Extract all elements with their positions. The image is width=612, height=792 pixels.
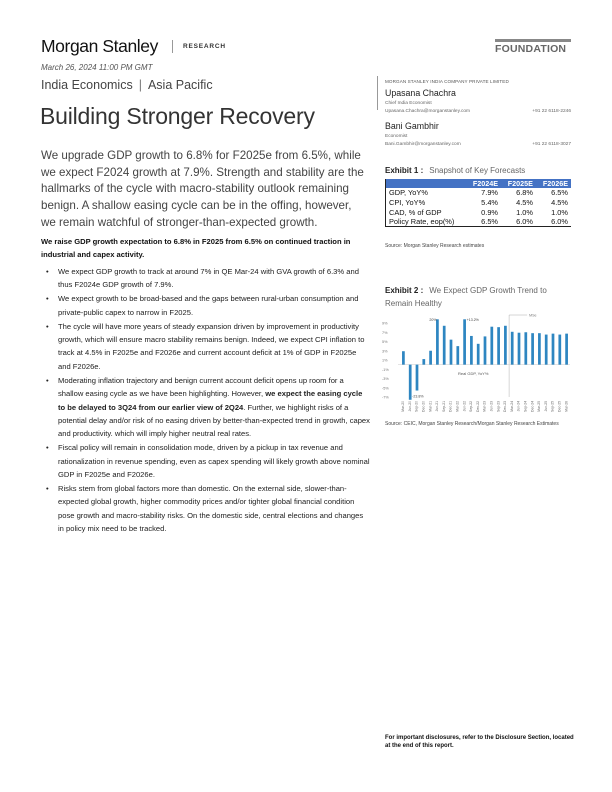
table-cell: 6.5% bbox=[466, 217, 501, 227]
exhibit1-heading bbox=[385, 166, 525, 175]
x-tick-label: Dec-21 bbox=[448, 401, 453, 412]
data-label: 20% bbox=[429, 318, 437, 322]
exhibit-title: We Expect GDP Growth Trend to Remain Healthy bbox=[385, 286, 547, 308]
column-header: F2025E bbox=[501, 179, 536, 188]
x-tick-label: Sep-25 bbox=[550, 401, 555, 412]
author-block bbox=[385, 121, 571, 147]
bar bbox=[545, 335, 548, 365]
table-cell: 4.5% bbox=[551, 198, 568, 208]
x-tick-label: Mar-25 bbox=[537, 401, 542, 412]
table-row bbox=[386, 198, 572, 208]
x-tick-label: Dec-24 bbox=[530, 401, 535, 412]
x-tick-label: Sep-23 bbox=[496, 401, 501, 412]
data-label: -23.8% bbox=[412, 394, 424, 399]
x-tick-label: Sep-24 bbox=[523, 401, 528, 412]
x-tick-label: Mar-24 bbox=[509, 401, 514, 412]
bar bbox=[429, 351, 432, 365]
bullet-text: Moderating inflation trajectory and benign current account deficit opens up room for a shallow easing cycle as we have been highlighting. However, bbox=[58, 375, 344, 399]
table-row bbox=[386, 217, 572, 227]
foundation-label: FOUNDATION bbox=[495, 43, 567, 55]
bullet-text: . Further, we highlight risks of a potential delay and/or risk of no easing driven by better-than-expected trend in growth, capex and productivity. which will imply higher neutral real rates. bbox=[58, 402, 370, 439]
author-name: Bani Gambhir bbox=[385, 121, 439, 131]
bar bbox=[477, 344, 480, 365]
bar bbox=[402, 351, 405, 364]
disclosure-note: For important disclosures, refer to the Disclosure Section, located at the end of this report. bbox=[385, 735, 574, 749]
column-header: F2026E bbox=[536, 179, 571, 188]
table-cell: CPI, YoY% bbox=[389, 198, 426, 208]
foundation-bar bbox=[495, 39, 571, 42]
y-tick-label: 7% bbox=[382, 330, 388, 335]
table-cell: 6.8% bbox=[516, 188, 533, 198]
exhibit2-source: Source: CEIC, Morgan Stanley Research/Morgan Stanley Research Estimates bbox=[385, 421, 559, 427]
bar bbox=[436, 319, 439, 364]
table-cell: 6.0% bbox=[536, 217, 571, 227]
x-tick-label: Mar-26 bbox=[564, 401, 569, 412]
company-name: MORGAN STANLEY INDIA COMPANY PRIVATE LIMITED bbox=[385, 79, 509, 84]
y-tick-label: -3% bbox=[382, 377, 389, 381]
author-email[interactable]: Bani.Gambhir@morganstanley.com bbox=[385, 142, 461, 147]
bar bbox=[565, 334, 568, 365]
exhibit-label: Exhibit 1 : bbox=[385, 166, 424, 175]
y-tick-label: 9% bbox=[382, 321, 388, 326]
bar bbox=[518, 333, 521, 365]
x-tick-label: Dec-22 bbox=[475, 401, 480, 412]
author-phone: +91 22 6118-2246 bbox=[532, 109, 571, 114]
table-cell: CAD, % of GDP bbox=[389, 207, 442, 217]
x-tick-label: Sep-22 bbox=[469, 401, 474, 412]
author-phone: +91 22 6118-3027 bbox=[532, 142, 571, 147]
table-cell: 6.0% bbox=[501, 217, 536, 227]
section-name: India Economics bbox=[41, 78, 133, 92]
exhibit1-source: Source: Morgan Stanley Research estimates bbox=[385, 243, 485, 249]
section-header bbox=[41, 78, 213, 92]
table-header-row bbox=[386, 179, 572, 188]
x-tick-label: Sep-20 bbox=[414, 401, 419, 412]
x-tick-label: Mar-22 bbox=[455, 401, 460, 412]
bar bbox=[524, 332, 527, 364]
x-tick-label: Jun-21 bbox=[435, 401, 440, 412]
bar bbox=[497, 327, 500, 364]
y-tick-label: 5% bbox=[382, 340, 388, 344]
y-tick-label: 3% bbox=[382, 349, 388, 354]
forecast-table bbox=[385, 179, 571, 227]
bar bbox=[470, 336, 473, 365]
bullet-item: • We expect growth to be broad-based and the gaps between rural-urban consumption and private-public capex to narrow in F2025. bbox=[41, 292, 371, 319]
x-tick-label: Jun-22 bbox=[462, 401, 467, 412]
bar bbox=[443, 326, 446, 365]
publish-date: March 26, 2024 11:00 PM GMT bbox=[41, 63, 153, 72]
table-cell: 7.9% bbox=[481, 188, 499, 198]
exhibit-label: Exhibit 2 : bbox=[385, 286, 424, 295]
table-row bbox=[386, 188, 572, 198]
bar bbox=[416, 365, 419, 391]
column-header: F2024E bbox=[466, 179, 501, 188]
table-cell: 1.0% bbox=[516, 207, 533, 217]
logo-divider bbox=[172, 40, 173, 53]
bullet-list bbox=[41, 265, 371, 536]
x-tick-label: Dec-20 bbox=[421, 401, 426, 412]
summary-paragraph: We raise GDP growth expectation to 6.8% in F2025 from 6.5% on continued traction in industrial and capex activity. bbox=[41, 237, 351, 259]
x-tick-label: Mar-20 bbox=[401, 401, 406, 412]
bar bbox=[538, 333, 541, 364]
author-role: Economist bbox=[385, 134, 408, 139]
bar bbox=[511, 332, 514, 365]
bullet-item: • Risks stem from global factors more than domestic. On the external side, slower-than-expected global growth, higher commodity prices and/or tighter global financial condition pose growth and macro-stability risks. On the domestic side, central elections and changes in policy mix need to be tracked. bbox=[41, 482, 371, 536]
x-tick-label: Jun-25 bbox=[543, 401, 548, 412]
y-tick-label: -7% bbox=[382, 395, 389, 400]
y-tick-label: -1% bbox=[382, 367, 389, 372]
author-email[interactable]: Upasana.Chachra@morganstanley.com bbox=[385, 109, 471, 114]
bar bbox=[456, 346, 459, 365]
lead-paragraph: We upgrade GDP growth to 6.8% for F2025e from 6.5%, while we expect F2024 growth at 7.9%. Strength and stability are the hallmarks of the cycle with macro-stability outlook remaining benign. A shallow easing cycle can be in the offing, however, we remain watchful of stronger-than-expected growth. bbox=[41, 149, 364, 229]
y-tick-label: 1% bbox=[382, 358, 388, 363]
bar bbox=[450, 340, 453, 365]
bullet-bold-text: we expect the easing cycle to be delayed to 3Q24 from our earlier view of 2Q24 bbox=[58, 389, 363, 412]
section-separator: | bbox=[138, 78, 142, 92]
x-tick-label: Jun-24 bbox=[516, 401, 521, 412]
research-label: RESEARCH bbox=[183, 43, 226, 50]
x-tick-label: Mar-23 bbox=[482, 401, 487, 412]
author-block bbox=[385, 88, 571, 114]
table-cell: Policy Rate, eop(%) bbox=[386, 217, 467, 227]
x-tick-label: Sep-21 bbox=[441, 401, 446, 412]
bullet-item: • Fiscal policy will remain in consolidation mode, driven by a pickup in tax revenue and rationalization in revenue spending, even as capex spending will likely growth above nominal GDP in F2025e and F2026e. bbox=[41, 441, 371, 481]
exhibit-title: Snapshot of Key Forecasts bbox=[429, 166, 526, 175]
author-role: Chief India Economist bbox=[385, 101, 432, 106]
bar bbox=[463, 319, 466, 364]
bar bbox=[558, 335, 561, 365]
column-header bbox=[386, 179, 467, 188]
table-cell: 6.5% bbox=[551, 188, 568, 198]
table-cell: 5.4% bbox=[481, 198, 499, 208]
bullet-item: • The cycle will have more years of steady expansion driven by improvement in productivity growth, which will ensure macro stability remains benign. Indeed, we expect CPI inflation to track at 4.5% in F2025e and F2026e and current account deficit at 1% of GDP in F2025e and F2026e. bbox=[41, 320, 371, 374]
table-row bbox=[386, 207, 572, 217]
author-name: Upasana Chachra bbox=[385, 88, 456, 98]
bullet-item: • We expect GDP growth to track at around 7% in QE Mar-24 with GVA growth of 6.3% and thus F2024e GDP growth of 7.9%. bbox=[41, 265, 371, 292]
bar bbox=[531, 333, 534, 364]
x-tick-label: Mar-21 bbox=[428, 401, 433, 412]
report-title: Building Stronger Recovery bbox=[40, 103, 315, 129]
column-divider bbox=[377, 76, 378, 110]
legend-label: Real GDP, YoY% bbox=[458, 371, 489, 376]
x-tick-label: Dec-25 bbox=[557, 401, 562, 412]
y-tick-label: -5% bbox=[382, 386, 389, 391]
table-cell: 0.9% bbox=[481, 207, 499, 217]
x-tick-label: Jun-20 bbox=[407, 401, 412, 412]
bar bbox=[552, 334, 555, 365]
table-cell: 4.5% bbox=[516, 198, 533, 208]
x-tick-label: Dec-23 bbox=[503, 401, 508, 412]
bar bbox=[422, 359, 425, 365]
x-tick-label: Jun-23 bbox=[489, 401, 494, 412]
region-name: Asia Pacific bbox=[147, 78, 213, 92]
morgan-stanley-logo: Morgan Stanley bbox=[41, 36, 158, 56]
table-cell: 1.0% bbox=[551, 207, 568, 217]
bar bbox=[484, 336, 487, 364]
forecast-label: MSe bbox=[529, 313, 537, 318]
bar bbox=[504, 326, 507, 365]
bar bbox=[409, 365, 412, 400]
bar bbox=[490, 327, 493, 365]
gdp-growth-chart bbox=[380, 310, 575, 418]
data-label: +13.2% bbox=[466, 318, 479, 322]
bullet-item bbox=[41, 374, 371, 441]
exhibit2-heading bbox=[385, 284, 571, 310]
table-cell: GDP, YoY% bbox=[389, 188, 428, 198]
